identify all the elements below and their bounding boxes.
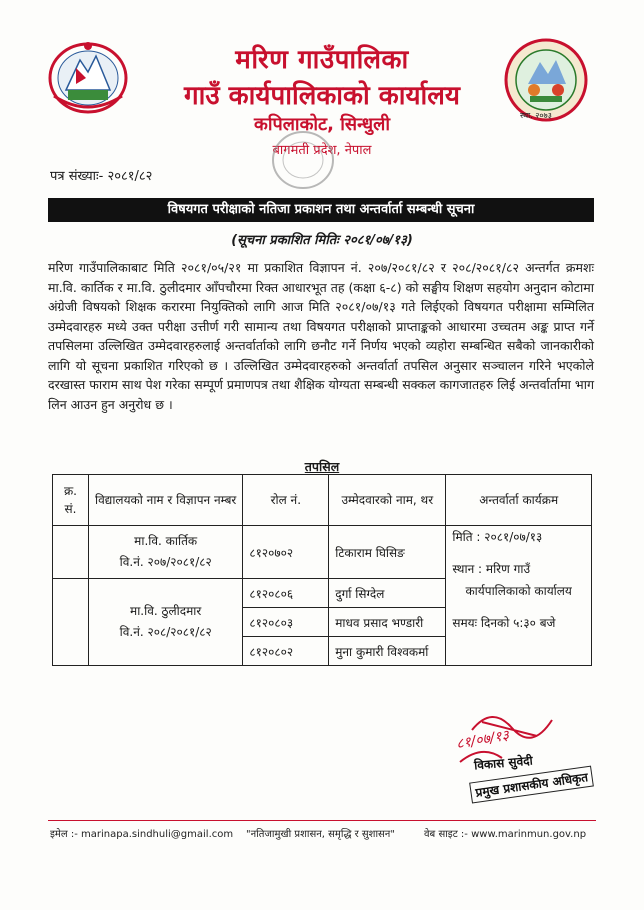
candidate-name-cell: माधव प्रसाद भण्डारी xyxy=(329,608,446,637)
published-date: (सूचना प्रकाशित मितिः २०८१/०७/१३) xyxy=(231,233,413,248)
footer-divider xyxy=(48,820,596,821)
school-cell xyxy=(88,579,243,666)
footer-motto: "नतिजामुखी प्रशासन, समृद्धि र सुशासन" xyxy=(246,829,395,840)
candidate-name-cell: दुर्गा सिग्देल xyxy=(329,579,446,608)
tapasil-label: तपसिल xyxy=(304,459,340,474)
school-name: मा.वि. कार्तिक xyxy=(134,534,198,548)
school-ad-number: वि.नं. २०८/२०८१/८२ xyxy=(119,625,212,639)
interview-schedule-cell xyxy=(446,526,592,666)
office-location: कपिलाकोट, सिन्धुली xyxy=(254,114,390,135)
table-row xyxy=(53,526,592,579)
col-header-interview: अन्तर्वार्ता कार्यक्रम xyxy=(446,475,592,526)
sn-cell xyxy=(53,579,89,666)
office-province: बागमती प्रदेश, नेपाल xyxy=(272,143,372,158)
interview-place-line1: स्थान : मरिण गाउँ xyxy=(452,562,531,576)
seal-year-text: स्था. २०७३ xyxy=(520,111,552,120)
candidate-name-cell: मुना कुमारी विश्वकर्मा xyxy=(329,637,446,666)
candidate-name-cell: टिकाराम घिसिङ xyxy=(329,526,446,579)
col-header-roll: रोल नं. xyxy=(243,475,329,526)
roll-cell: ८१२०८०६ xyxy=(243,579,329,608)
reference-number: पत्र संख्याः- २०८१/८२ xyxy=(50,169,153,184)
school-cell xyxy=(88,526,243,579)
signatory-name: विकास सुवेदी xyxy=(473,753,534,773)
roll-cell: ८१२०८०२ xyxy=(243,637,329,666)
roll-cell: ८१२०८०३ xyxy=(243,608,329,637)
sn-cell xyxy=(53,526,89,579)
interview-place-line2: कार्यपालिकाको कार्यालय xyxy=(465,584,572,598)
notice-title: विषयगत परीक्षाको नतिजा प्रकाशन तथा अन्तर्वार्ता सम्बन्धी सूचना xyxy=(48,198,594,222)
candidate-table xyxy=(52,474,592,666)
interview-time: समयः दिनको ५:३० बजे xyxy=(452,616,556,630)
col-header-name: उम्मेदवारको नाम, थर xyxy=(329,475,446,526)
office-title-line1: मरिण गाउँपालिका xyxy=(235,45,409,75)
signatory-title: प्रमुख प्रशासकीय अधिकृत xyxy=(469,766,594,804)
office-stamp-icon xyxy=(268,128,338,192)
school-name: मा.वि. ठुलीदमार xyxy=(130,604,202,618)
footer-website: वेब साइट :- www.marinmun.gov.np xyxy=(424,829,587,840)
notice-body: मरिण गाउँपालिकाबाट मिति २०८१/०५/२१ मा प्रकाशित विज्ञापन नं. २०७/२०८१/८२ र २०८/२०८१/८२ अन्तर्गत क्रमशः मा.वि. कार्तिक र मा.वि. ठुलीदमार आँपचौरमा रिक्त आधारभूत तह (कक्षा ६-८) को सङ्घीय शिक्षण सहयोग अनुदान कोटामा अंग्रेजी विषयको शिक्षक करारमा नियुक्तिको लागि आज मिति २०८१/०७/१३ गते लिईएको विषयगत परीक्षामा सम्मिलित उम्मेदवारहरु मध्ये उक्त परीक्षा उत्तीर्ण गरी सामान्य तथा विषयगत परीक्षाको प्राप्ताङ्कको आधारमा उच्चतम अङ्क प्राप्त गर्ने तपसिलमा उल्लिखित उम्मेदवारहरुलाई अन्तर्वार्ताको लागि छनौट गर्ने निर्णय भएको व्यहोरा सम्बन्धित सबैको जानकारीको लागि यो सूचना प्रकाशित गरिएको छ । उल्लिखित उम्मेदवारहरुको अन्तर्वार्ता तपसिल अनुसार सञ्चालन गरिने भएकोले दरखास्त फाराम साथ पेश गरेका सम्पूर्ण प्रमाणपत्र तथा शैक्षिक योग्यता सम्बन्धी सक्कल कागजातहरु लिई अन्तर्वार्तामा भाग लिन आउन हुन अनुरोध छ । xyxy=(48,260,594,412)
office-title-line2: गाउँ कार्यपालिकाको कार्यालय xyxy=(184,81,460,111)
col-header-school: विद्यालयको नाम र विज्ञापन नम्बर xyxy=(88,475,243,526)
interview-date: मिति : २०८१/०७/१३ xyxy=(452,530,543,544)
roll-cell: ८१२०७०२ xyxy=(243,526,329,579)
school-ad-number: वि.नं. २०७/२०८१/८२ xyxy=(119,555,212,569)
col-header-sn: क्र. सं. xyxy=(53,475,89,526)
table-header-row xyxy=(53,475,592,526)
signature-date: ८१/०७/१३ xyxy=(455,727,511,753)
footer-email: इमेल :- marinapa.sindhuli@gmail.com xyxy=(50,829,234,840)
